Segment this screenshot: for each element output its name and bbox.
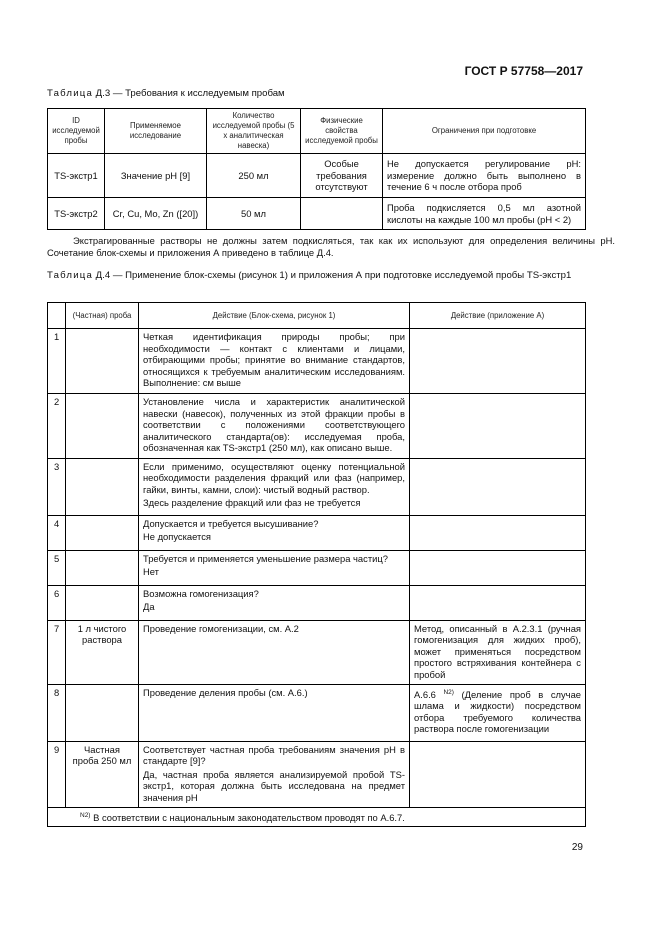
header-cell: (Частная) проба: [66, 303, 139, 329]
caption-text: Д.3 — Требования к исследуемым пробам: [93, 88, 285, 99]
action-text: Допускается и требуется высушивание?: [143, 517, 319, 529]
action-cell: [139, 684, 410, 741]
table-header-row: [48, 303, 586, 329]
table-row: [48, 515, 586, 550]
footnote-cell: [48, 808, 586, 827]
table-cell: Не допускается регулирование рН: измерение должно быть выполнено в течение 6 ч после отбора проб: [383, 154, 586, 198]
table-row: [48, 620, 586, 684]
table-row: [48, 329, 586, 394]
table-row: [48, 550, 586, 585]
annex-cell: [410, 458, 586, 515]
caption-text: Д.4 — Применение блок-схемы (рисунок 1) и приложения А при подготовке исследуемой пробы TS-экстр1: [93, 270, 572, 281]
annex-cell: [410, 394, 586, 459]
table-d4: [47, 302, 586, 827]
action-text: Возможна гомогенизация?: [143, 587, 259, 599]
table-cell: Особые требования отсутствуют: [301, 154, 383, 198]
table-cell: Проба подкисляется 0,5 мл азотной кислоты на каждые 100 мл пробы (рН < 2): [383, 198, 586, 230]
annex-ref: А.6.6: [414, 688, 444, 700]
action-text: Нет: [143, 566, 159, 577]
annex-cell: [410, 515, 586, 550]
action-cell: [139, 620, 410, 684]
row-number: 8: [48, 684, 66, 741]
action-cell: [139, 458, 410, 515]
table-row: [48, 585, 586, 620]
table-cell: TS-экстр1: [48, 154, 105, 198]
action-cell: [139, 515, 410, 550]
header-cell: Применяемое исследование: [105, 109, 207, 154]
table-cell: TS-экстр2: [48, 198, 105, 230]
action-text: Да: [143, 601, 155, 612]
action-cell: [139, 585, 410, 620]
table-cell: 50 мл: [207, 198, 301, 230]
table-row: [48, 684, 586, 741]
action-cell: [139, 550, 410, 585]
annex-cell: [410, 741, 586, 808]
table-row: [48, 154, 586, 198]
sample-cell: [66, 329, 139, 394]
header-cell: Количество исследуемой пробы (5 х аналитическая навеска): [207, 109, 301, 154]
action-text: Здесь разделение фракций или фаз не требуется: [143, 497, 361, 508]
header-cell: Действие (Блок-схема, рисунок 1): [139, 303, 410, 329]
annex-text: (Деление проб в случае шлама и жидкости) посредством отбора требуемого количества раствора после гомогенизации: [414, 688, 581, 734]
action-cell: [139, 329, 410, 394]
action-text: Если применимо, осуществляют оценку потенциальной необходимости разделения фракций или фаз (например, гайки, винты, камни, слои): чистый водный раствор.: [143, 460, 405, 495]
caption-label: Таблица: [47, 88, 94, 99]
table-cell: 250 мл: [207, 154, 301, 198]
sample-cell: [66, 550, 139, 585]
row-number: 9: [48, 741, 66, 808]
table-row: [48, 458, 586, 515]
sample-cell: [66, 684, 139, 741]
annex-cell: [410, 585, 586, 620]
body-paragraph: Экстрагированные растворы не должны затем подкисляться, так как их используют для определения величины рН. Сочетание блок-схемы и приложения А приведено в таблице Д.4.: [47, 235, 615, 259]
header-cell: [48, 303, 66, 329]
sample-cell: [66, 585, 139, 620]
row-number: 2: [48, 394, 66, 459]
table-row: [48, 394, 586, 459]
table-row: [48, 741, 586, 808]
table-d3: [47, 108, 586, 230]
sample-cell: Частная проба 250 мл: [66, 741, 139, 808]
caption-label: Таблица: [47, 270, 94, 281]
row-number: 4: [48, 515, 66, 550]
annex-cell: [410, 684, 586, 741]
table-footnote-row: [48, 808, 586, 827]
page-number: 29: [571, 842, 583, 853]
footnote-marker: N2): [80, 812, 91, 819]
action-text: Проведение деления пробы (см. А.6.): [143, 686, 308, 698]
footnote-marker: N2): [443, 688, 454, 696]
action-cell: [139, 741, 410, 808]
sample-cell: [66, 458, 139, 515]
table-d4-caption: [47, 270, 585, 282]
row-number: 1: [48, 329, 66, 394]
row-number: 7: [48, 620, 66, 684]
header-cell: Ограничения при подготовке: [383, 109, 586, 154]
action-text: Соответствует частная проба требованиям значения рН в стандарте [9]?: [143, 743, 405, 766]
action-text: Установление числа и характеристик аналитической навески (навесок), полученных из этой фракции пробы в соответствии с положениями соответствующего аналитического стандарта(ов): исследуемая проба, обозначенная как TS-экстр1 (250 мл), как описано выше.: [143, 396, 405, 453]
annex-cell: [410, 329, 586, 394]
table-cell: Значение рН [9]: [105, 154, 207, 198]
row-number: 5: [48, 550, 66, 585]
table-d3-caption: [47, 88, 285, 100]
action-cell: [139, 394, 410, 459]
table-cell: Cr, Cu, Mo, Zn ([20]): [105, 198, 207, 230]
table-cell: [301, 198, 383, 230]
row-number: 6: [48, 585, 66, 620]
action-text: Проведение гомогенизации, см. А.2: [143, 622, 299, 634]
action-text: Требуется и применяется уменьшение размера частиц?: [143, 552, 388, 564]
sample-cell: [66, 394, 139, 459]
footnote-text: В соответствии с национальным законодательством проводят по А.6.7.: [90, 812, 405, 823]
header-cell: Действие (приложение А): [410, 303, 586, 329]
action-text: Четкая идентификация природы пробы; при необходимости — контакт с клиентами и лицами, отбирающими пробы; принятие во внимание стандартов, относящихся к требуемым аналитическим исследованиям. Выполнение: см выше: [143, 331, 405, 388]
table-header-row: [48, 109, 586, 154]
header-cell: Физические свойства исследуемой пробы: [301, 109, 383, 154]
sample-cell: 1 л чистого раствора: [66, 620, 139, 684]
action-text: Да, частная проба является анализируемой пробой TS-экстр1, которая должна быть исследована на предмет значения рН: [143, 768, 405, 803]
header-cell: ID исследуемой пробы: [48, 109, 105, 154]
row-number: 3: [48, 458, 66, 515]
annex-cell: [410, 550, 586, 585]
action-text: Не допускается: [143, 531, 211, 542]
annex-cell: Метод, описанный в А.2.3.1 (ручная гомогенизация для жидких проб), может применяться посредством простого встряхивания контейнера с пробой: [410, 620, 586, 684]
document-code: ГОСТ Р 57758—2017: [464, 64, 583, 78]
table-row: [48, 198, 586, 230]
sample-cell: [66, 515, 139, 550]
